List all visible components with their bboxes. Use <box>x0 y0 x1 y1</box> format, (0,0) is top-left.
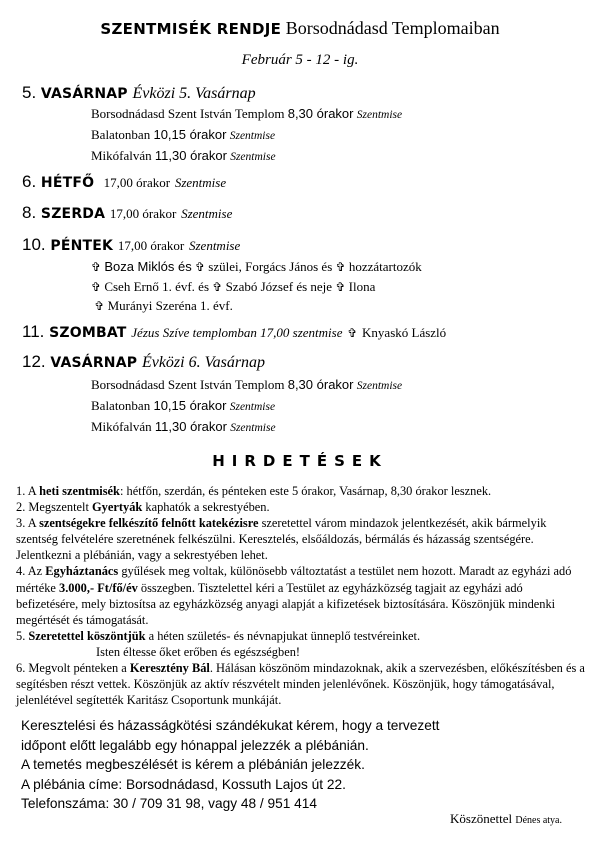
title-rest: Borsodnádasd Templomaiban <box>281 18 500 38</box>
mass-line: Borsodnádasd Szent István Templom 8,30 órakor Szentmise <box>91 106 403 121</box>
footer-line: Telefonszáma: 30 / 709 31 98, vagy 48 / 951 414 <box>21 796 318 812</box>
day-8-heading: 8. SZERDA 17,00 órakor Szentmise <box>22 203 233 222</box>
cross-icon: ✞ <box>335 280 346 294</box>
announcement-item: 3. A szentségekre felkészítő felnőtt katekézisre szeretettel várom mindazok jelentkezését, akik bármelyik szentség felvételére szeretnének felkészülni. Keresztelés, elsőáldozás, bérmálás és házasság szentségére. Jelentkezni a plébánián, vagy a sekrestyében lehet. <box>16 516 547 563</box>
mass-line: Mikófalván 11,30 órakor Szentmise <box>91 419 276 434</box>
announcement-item: 6. Megvolt pénteken a Keresztény Bál. Hálásan köszönöm mindazoknak, akik a szervezésben, előkészítésben és a segítésben részt vettek. Köszönjük az aktív részvételt minden jelenlévőnek. Köszönjük, hogy támogatásával, jelenlétével segítették Karitász Csoportunk munkáját. <box>16 661 585 708</box>
intention-line: ✞ Cseh Ernő 1. évf. és ✞ Szabó József és neje ✞ Ilona <box>91 279 376 294</box>
day-6-heading: 6. HÉTFŐ 17,00 órakor Szentmise <box>22 172 227 191</box>
announcement-item: 5. Szeretettel köszöntjük a héten születés- és névnapjukat ünneplő testvéreinket. <box>16 628 421 643</box>
cross-icon: ✞ <box>212 280 223 294</box>
announcement-item: 1. A heti szentmisék: hétfőn, szerdán, és pénteken este 5 órakor, Vasárnap, 8,30 órakor lesznek. <box>16 484 492 498</box>
footer-line: Keresztelési és házasságkötési szándékukat kérem, hogy a tervezett <box>21 718 440 733</box>
mass-line: Balatonban 10,15 órakor Szentmise <box>91 398 276 413</box>
signature: Köszönettel Dénes atya. <box>450 811 562 826</box>
birthday-wish: Isten éltesse őket erőben és egészségben! <box>96 644 301 659</box>
announcements-list <box>16 483 588 708</box>
contact-info <box>21 716 439 814</box>
announcement-item: 2. Megszentelt Gyertyák kaphatók a sekrestyében. <box>16 500 270 515</box>
footer-line: A temetés megbeszélését is kérem a plébánián jelezzék. <box>21 757 365 773</box>
page-title <box>0 18 600 39</box>
intention-line: ✞ Boza Miklós és ✞ szülei, Forgács János és ✞ hozzátartozók <box>91 259 422 274</box>
day-name: VASÁRNAP <box>40 86 128 102</box>
cross-icon: ✞ <box>347 326 358 340</box>
footer-line: A plébánia címe: Borsodnádasd, Kossuth Lajos út 22. <box>21 776 346 792</box>
day-10-heading: 10. PÉNTEK 17,00 órakor Szentmise <box>22 235 241 254</box>
intention-line: ✞ Murányi Szeréna 1. évf. <box>94 298 233 313</box>
footer-line: időpont előtt legalább egy hónappal jelezzék a plébánián. <box>21 737 369 753</box>
cross-icon: ✞ <box>94 299 105 313</box>
day-12-heading: 12. VASÁRNAP Évközi 6. Vasárnap <box>22 352 266 371</box>
day-title: Évközi 5. Vasárnap <box>132 85 256 102</box>
cross-icon: ✞ <box>194 260 206 274</box>
day-number: 5. <box>22 83 37 102</box>
day-11-heading: 11. SZOMBAT Jézus Szíve templomban 17,00 szentmise ✞ Knyaskó László <box>22 322 447 341</box>
mass-line: Borsodnádasd Szent István Templom 8,30 órakor Szentmise <box>91 377 403 392</box>
day-5-heading <box>22 83 256 103</box>
cross-icon: ✞ <box>335 260 346 274</box>
title-bold: SZENTMISÉK RENDJE <box>100 20 282 38</box>
mass-line: Balatonban 10,15 órakor Szentmise <box>91 127 276 142</box>
cross-icon: ✞ <box>91 280 102 294</box>
date-range: Február 5 - 12 - ig. <box>241 52 359 68</box>
mass-line: Mikófalván 11,30 órakor Szentmise <box>91 148 276 163</box>
announcement-item: 4. Az Egyháztanács gyűlések meg voltak, különösebb változtatást a testület nem hozott. Maradt az egyházi adó mértéke 3.000,- Ft/fő/év összegben. Tisztelettel kéri a Testület az egyházközség tagjait az egyházi adó befizetésére, mely biztosítsa az egyházközség anyagi alapját a kifizetések biztosítására. Köszönjük mindenki megértését és támogatását. <box>16 564 572 627</box>
cross-icon: ✞ <box>91 260 102 274</box>
announcements-heading: HIRDETÉSEK <box>212 452 388 470</box>
